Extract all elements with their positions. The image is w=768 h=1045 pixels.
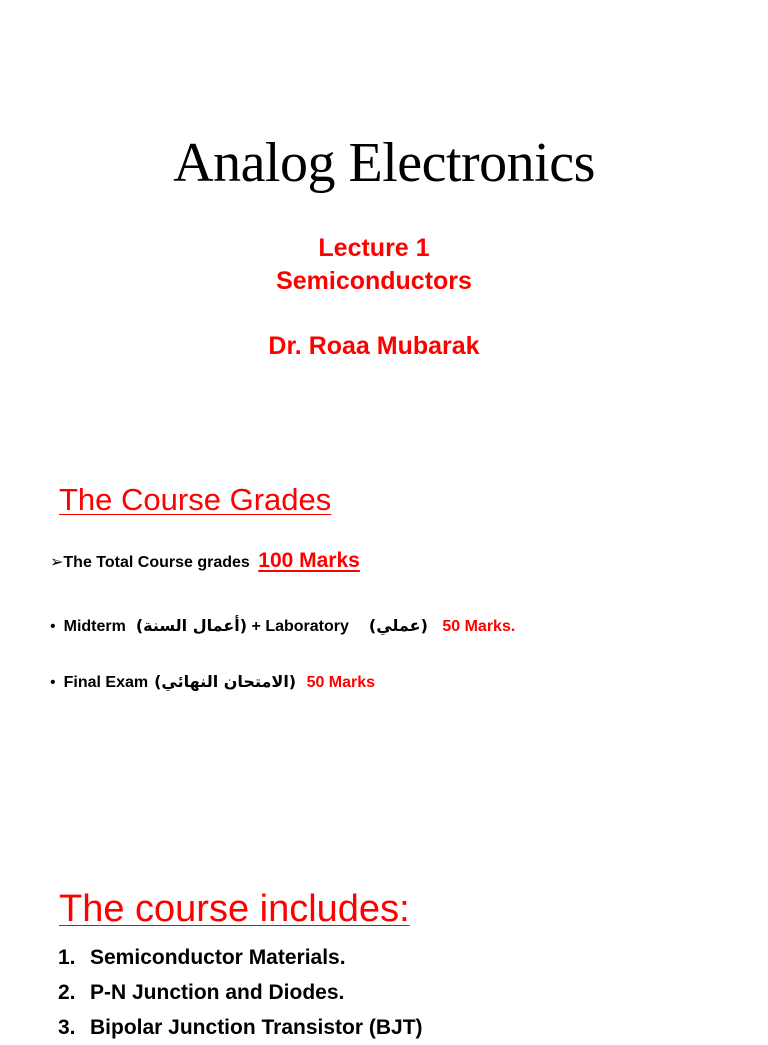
midterm-label: Midterm	[63, 618, 126, 635]
final-exam-row	[50, 671, 375, 694]
total-grades-row	[50, 550, 360, 574]
bullet-icon: •	[50, 618, 56, 635]
total-grades-value: 100 Marks	[258, 549, 360, 572]
arrow-bullet-icon: ➢	[50, 554, 64, 571]
lecture-number: Lecture 1	[318, 234, 430, 262]
midterm-arabic: (أعمال السنة)	[135, 616, 248, 635]
lecture-topic: Semiconductors	[276, 267, 472, 295]
slide-title: Analog Electronics	[173, 132, 595, 194]
course-includes-heading: The course includes:	[59, 888, 410, 930]
midterm-lab-marks: 50 Marks.	[442, 618, 516, 635]
midterm-row	[50, 615, 515, 638]
list-item: 1. Semiconductor Materials.	[58, 946, 346, 969]
final-exam-marks: 50 Marks	[306, 674, 376, 691]
laboratory-arabic: (عملي)	[368, 616, 428, 635]
laboratory-label: + Laboratory	[251, 618, 349, 635]
course-topics-list	[58, 940, 423, 1045]
total-grades-label: The Total Course grades	[63, 554, 250, 571]
bullet-icon: •	[50, 674, 56, 691]
course-grades-heading: The Course Grades	[59, 482, 332, 517]
list-item: 3. Bipolar Junction Transistor (BJT)	[58, 1016, 423, 1039]
list-item: 2. P-N Junction and Diodes.	[58, 981, 345, 1004]
final-exam-arabic: (الامتحان النهائي)	[154, 672, 297, 691]
author-name: Dr. Roaa Mubarak	[268, 332, 480, 360]
final-exam-label: Final Exam	[63, 674, 149, 691]
